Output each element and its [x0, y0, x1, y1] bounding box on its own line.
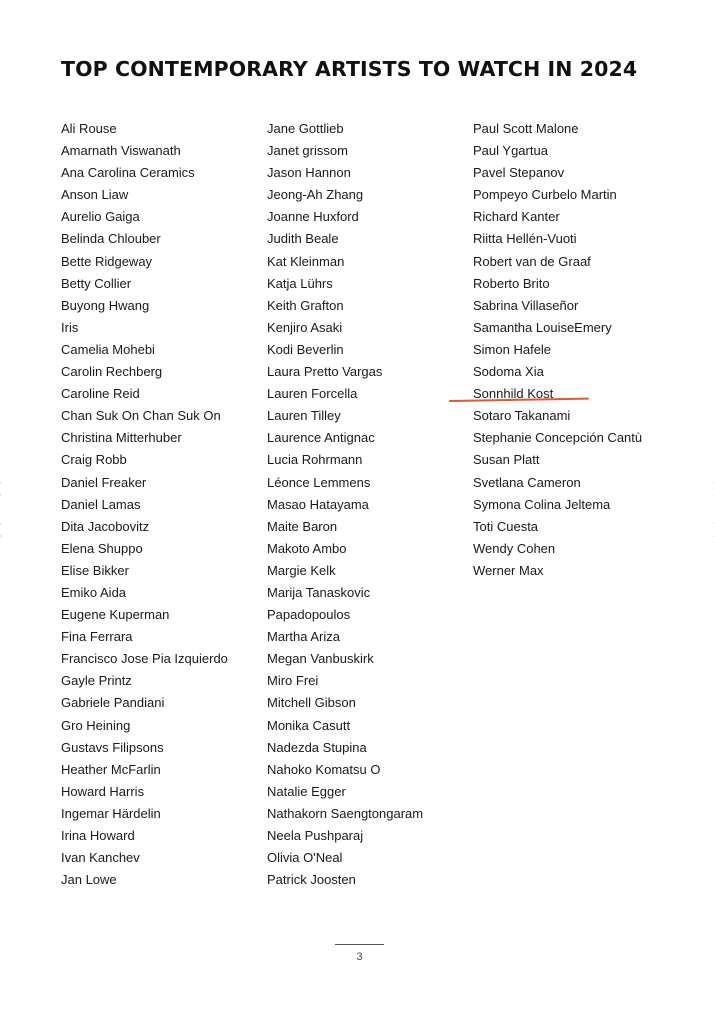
artist-name: Miro Frei [267, 673, 319, 689]
artist-column-3 [473, 118, 642, 582]
artist-name: Sodoma Xia [473, 364, 544, 380]
artist-name: Howard Harris [61, 783, 145, 799]
artist-name: Roberto Brito [473, 275, 550, 291]
page-title: TOP CONTEMPORARY ARTISTS TO WATCH IN 2024 [61, 57, 638, 81]
artist-name: Nathakorn Saengtongaram [267, 805, 424, 821]
artist-name: Martha Ariza [267, 629, 340, 645]
artist-name: Gabriele Pandiani [61, 695, 165, 711]
chevron-right-icon[interactable] [708, 482, 715, 496]
artist-name: Heather McFarlin [61, 761, 161, 777]
artist-name: Maite Baron [267, 518, 338, 534]
chevron-left-icon[interactable] [0, 482, 8, 496]
artist-name: Buyong Hwang [61, 297, 150, 313]
artist-name: Caroline Reid [61, 386, 140, 402]
artist-name: Lucia Rohrmann [267, 452, 363, 468]
artist-name: Lauren Forcella [267, 386, 358, 402]
artist-name: Jane Gottlieb [267, 121, 344, 136]
artist-name: Gayle Printz [61, 673, 132, 689]
artist-name: Christina Mitterhuber [61, 430, 182, 446]
artist-name: Irina Howard [61, 828, 135, 843]
artist-name: Carolin Rechberg [61, 364, 163, 380]
artist-name: Amarnath Viswanath [61, 143, 181, 159]
artist-name: Mitchell Gibson [267, 695, 356, 711]
artist-name: Gro Heining [61, 717, 131, 733]
artist-name: Nadezda Stupina [267, 739, 367, 755]
artist-name: Susan Platt [473, 452, 540, 468]
artist-name: Fina Ferrara [61, 629, 133, 645]
footer-divider [335, 944, 384, 945]
artist-name: Nahoko Komatsu O [267, 761, 381, 777]
artist-name: Elise Bikker [61, 562, 129, 578]
artist-name: Werner Max [473, 562, 544, 578]
artist-name: Symona Colina Jeltema [473, 496, 611, 512]
artist-name: Janet grissom [267, 143, 348, 159]
red-underline-annotation [449, 394, 589, 408]
artist-name: Camelia Mohebi [61, 341, 155, 357]
artist-name: Ivan Kanchev [61, 850, 140, 866]
artist-name: Daniel Freaker [61, 474, 147, 490]
artist-name: Iris [61, 319, 79, 335]
page-number: 3 [356, 951, 363, 963]
chevron-left-icon[interactable] [0, 523, 8, 537]
artist-name: Robert van de Graaf [473, 253, 591, 269]
artist-column-2 [267, 118, 423, 891]
artist-name: Pompeyo Curbelo Martin [473, 187, 617, 203]
artist-name: Dita Jacobovitz [61, 518, 150, 534]
artist-name: Elena Shuppo [61, 540, 143, 556]
artist-name: Stephanie Concepción Cantù [473, 430, 643, 446]
artist-name: Makoto Ambo [267, 540, 347, 556]
artist-name: Sonnhild Kost [473, 386, 554, 402]
underline-stroke [450, 399, 588, 401]
artist-name: Judith Beale [267, 231, 339, 247]
artist-name: Neela Pushparaj [267, 828, 364, 843]
artist-name: Svetlana Cameron [473, 474, 581, 490]
artist-name: Eugene Kuperman [61, 607, 170, 623]
artist-name: Bette Ridgeway [61, 253, 153, 269]
artist-name: Gustavs Filipsons [61, 739, 164, 755]
artist-name: Jan Lowe [61, 872, 117, 888]
artist-name: Ana Carolina Ceramics [61, 165, 195, 181]
artist-name: Kodi Beverlin [267, 341, 344, 357]
artist-name: Anson Liaw [61, 187, 129, 203]
artist-name: Paul Scott Malone [473, 121, 579, 136]
artist-name: Wendy Cohen [473, 540, 556, 556]
artist-name: Kat Kleinman [267, 253, 345, 269]
artist-name: Pavel Stepanov [473, 165, 565, 181]
artist-name: Papadopoulos [267, 607, 351, 623]
artist-name: Craig Robb [61, 452, 127, 468]
artist-name: Masao Hatayama [267, 496, 369, 512]
artist-name: Natalie Egger [267, 783, 346, 799]
artist-name: Sabrina Villaseñor [473, 297, 579, 313]
artist-name: Katja Lührs [267, 275, 333, 291]
artist-name: Patrick Joosten [267, 872, 356, 888]
artist-name: Margie Kelk [267, 562, 336, 578]
artist-name: Richard Kanter [473, 209, 560, 225]
artist-name: Joanne Huxford [267, 209, 359, 225]
artist-name: Aurelio Gaiga [61, 209, 140, 225]
artist-name: Samantha LouiseEmery [473, 319, 612, 335]
artist-name: Olivia O'Neal [267, 850, 343, 866]
artist-name: Sotaro Takanami [473, 408, 571, 424]
artist-name: Simon Hafele [473, 341, 552, 357]
artist-name: Emiko Aida [61, 584, 127, 600]
artist-name: Keith Grafton [267, 297, 344, 313]
artist-name: Jason Hannon [267, 165, 351, 181]
artist-name: Megan Vanbuskirk [267, 651, 374, 667]
artist-name: Kenjiro Asaki [267, 319, 343, 335]
artist-name: Ingemar Härdelin [61, 805, 161, 821]
artist-name: Monika Casutt [267, 717, 351, 733]
artist-name: Daniel Lamas [61, 496, 141, 512]
artist-name: Paul Ygartua [473, 143, 548, 159]
artist-name: Ali Rouse [61, 121, 117, 136]
artist-name: Léonce Lemmens [267, 474, 371, 490]
artist-name: Belinda Chlouber [61, 231, 161, 247]
artist-name: Laura Pretto Vargas [267, 364, 383, 380]
artist-name: Betty Collier [61, 275, 132, 291]
artist-name: Laurence Antignac [267, 430, 375, 446]
artist-name: Toti Cuesta [473, 518, 539, 534]
artist-name: Francisco Jose Pia Izquierdo [61, 651, 228, 667]
chevron-right-icon[interactable] [708, 523, 715, 537]
artist-name: Lauren Tilley [267, 408, 341, 424]
artist-name: Chan Suk On Chan Suk On [61, 408, 221, 424]
artist-name: Jeong-Ah Zhang [267, 187, 364, 203]
artist-name: Marija Tanaskovic [267, 584, 371, 600]
artist-name: Riitta Hellén-Vuoti [473, 231, 577, 247]
artist-column-1 [61, 118, 228, 891]
